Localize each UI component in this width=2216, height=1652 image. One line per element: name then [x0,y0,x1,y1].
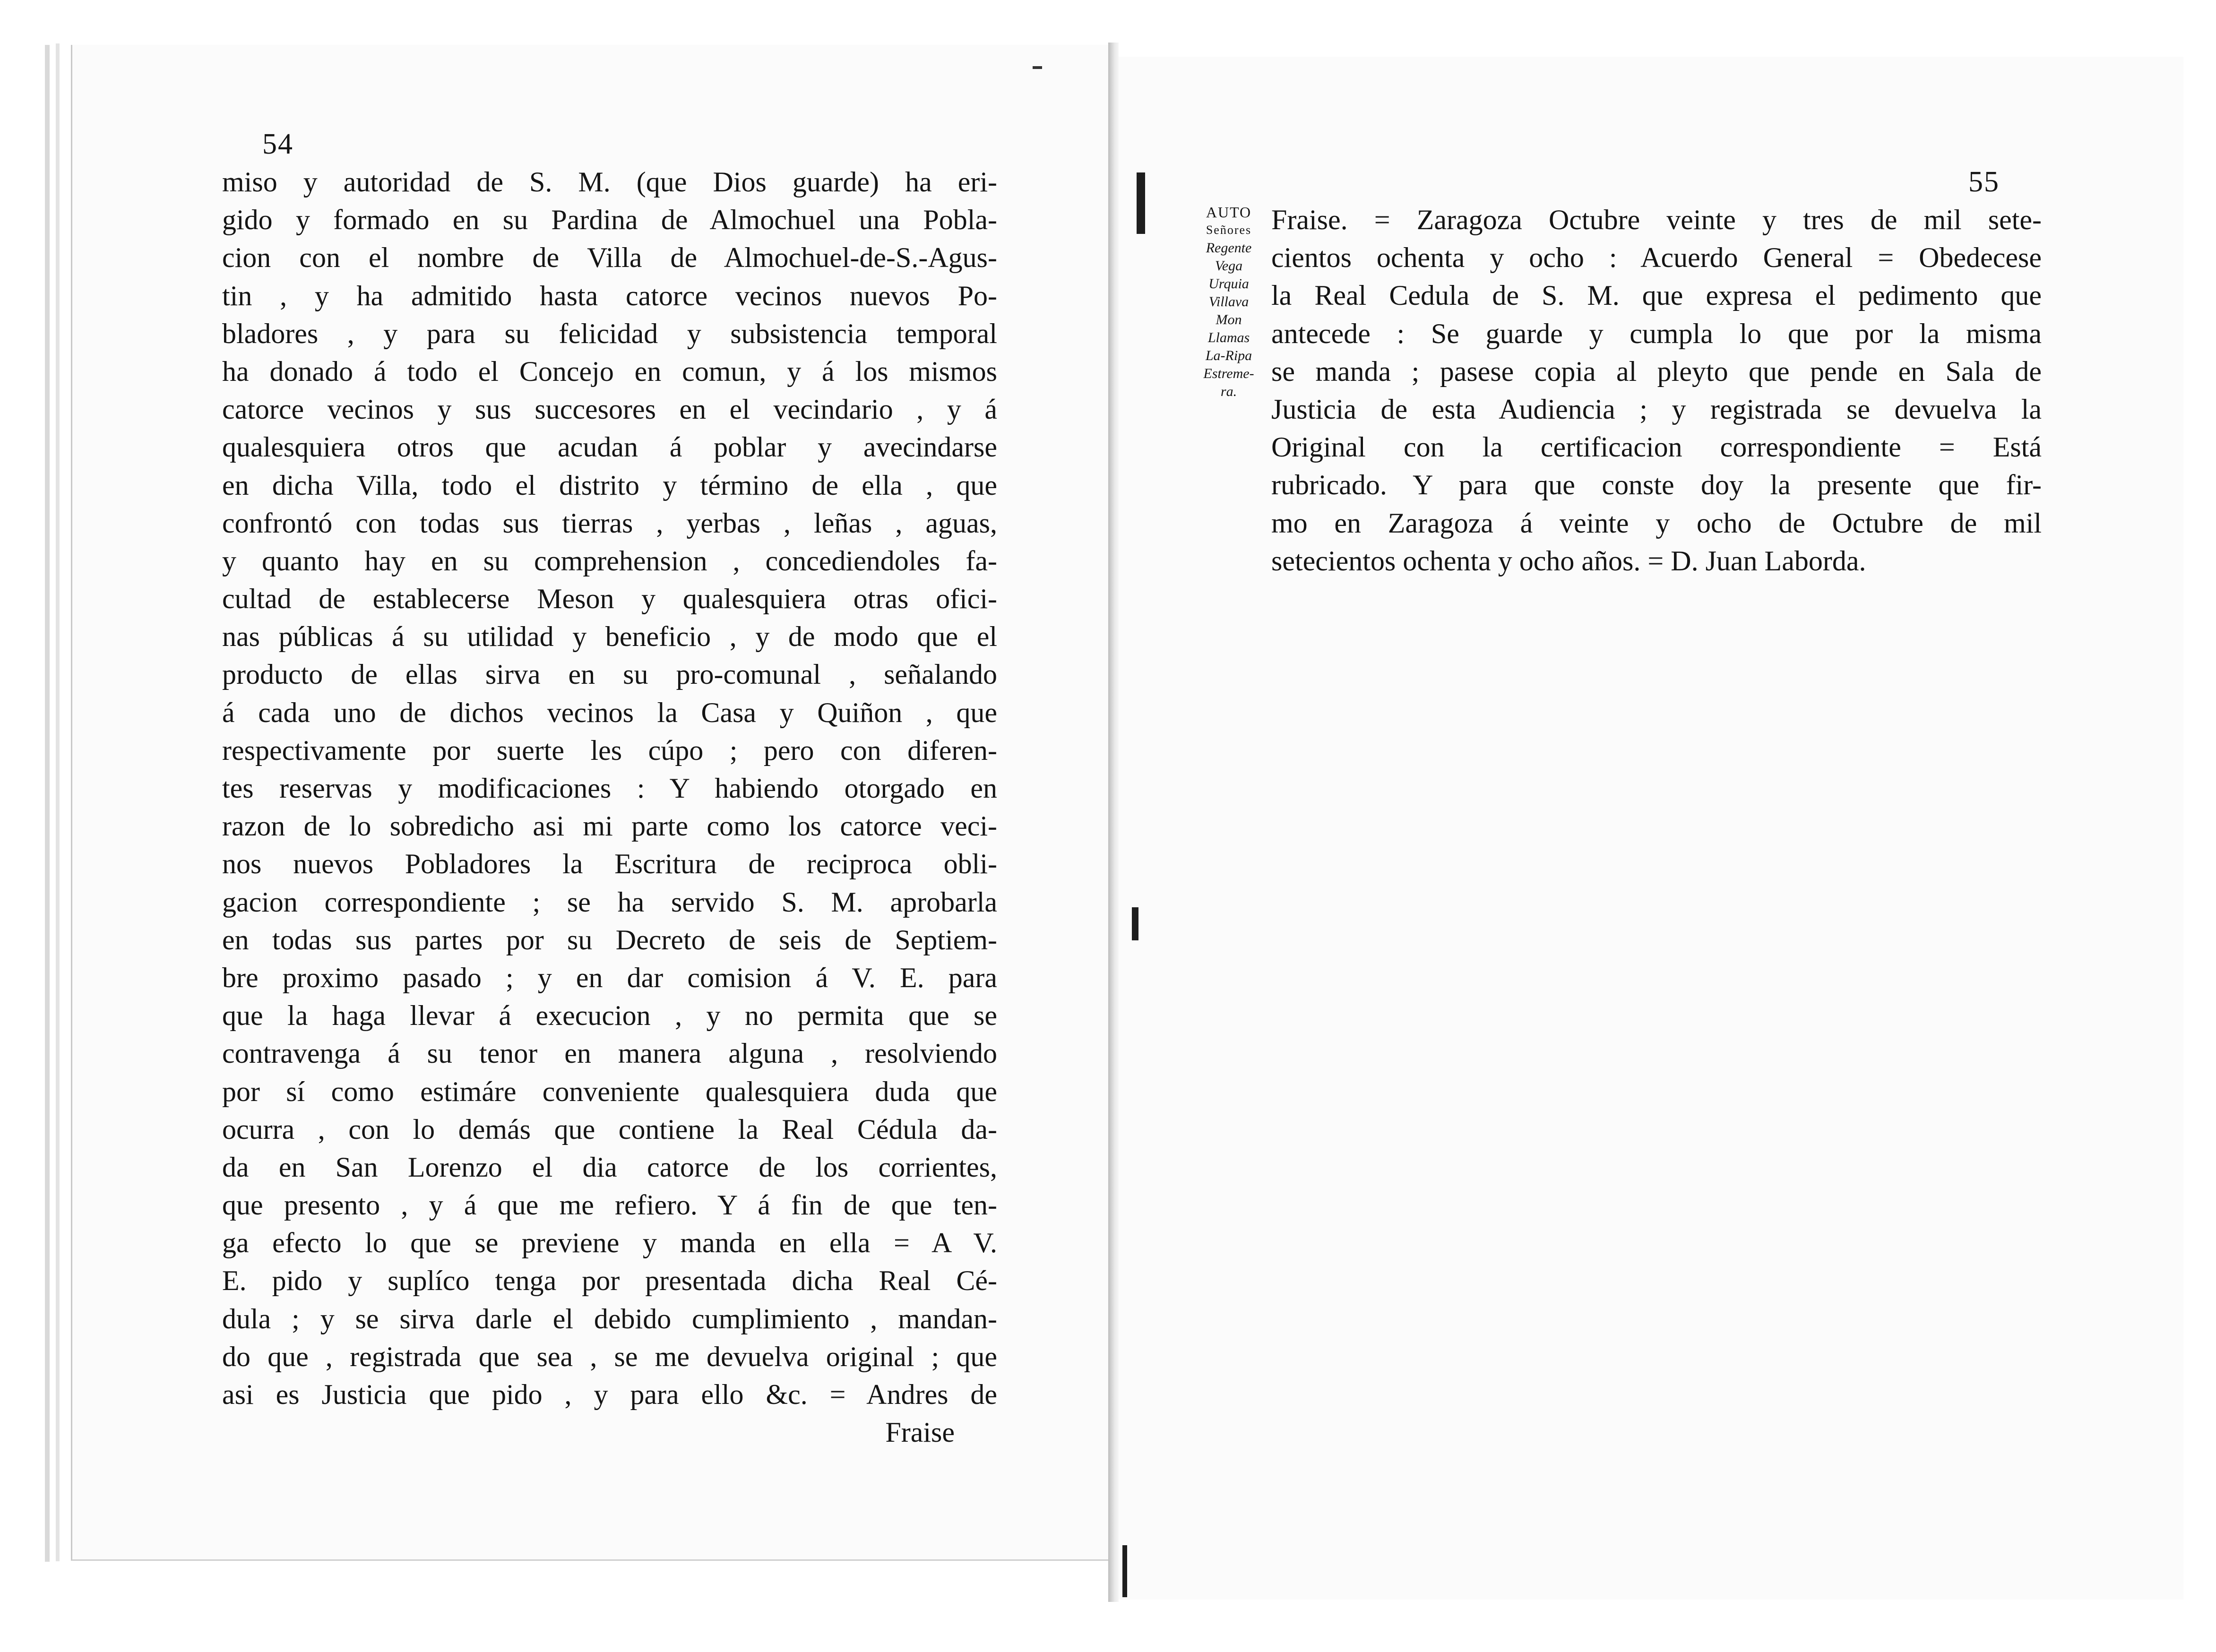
text-line: en dicha Villa, todo el distrito y término de ella , que [222,469,997,501]
text-line: E. pido y suplíco tenga por presentada dicha Real Cé- [222,1265,997,1297]
left-page-text [222,163,997,1451]
text-line: da en San Lorenzo el dia catorce de los corrientes, [222,1151,997,1183]
text-line: producto de ellas sirva en su pro-comunal , señalando [222,659,997,690]
margin-note-line: ra. [1220,384,1237,399]
text-line: cultad de establecerse Meson y qualesquiera otras ofici- [222,583,997,615]
text-line: antecede : Se guarde y cumpla lo que por la misma [1271,318,2042,349]
text-line: miso y autoridad de S. M. (que Dios guarde) ha eri- [222,166,997,198]
binding-shadow [1137,172,1145,234]
page-number-right: 55 [1968,166,2000,198]
margin-note-line: AUTO [1206,204,1252,221]
page-stack-edge [56,43,60,1561]
text-line: contravenga á su tenor en manera alguna , resolviendo [222,1038,997,1069]
text-line: que la haga llevar á execucion , y no permita que se [222,1000,997,1032]
text-line: gido y formado en su Pardina de Almochuel una Pobla- [222,204,997,236]
text-line: asi es Justicia que pido , y para ello &c. = Andres de [222,1379,997,1410]
text-line: qualesquiera otros que acudan á poblar y avecindarse [222,431,997,463]
right-page-text [1271,201,2042,580]
margin-note-line: Mon [1216,312,1242,327]
text-line: Justicia de esta Audiencia ; y registrada se devuelva la [1271,393,2042,425]
text-line: rubricado. Y para que conste doy la presente que fir- [1271,469,2042,501]
text-line: setecientos ochenta y ocho años. = D. Juan Laborda. [1271,545,1866,576]
binding-shadow [1132,907,1138,940]
text-line: que presento , y á que me refiero. Y á fin de que ten- [222,1189,997,1221]
margin-note-line: La-Ripa [1205,348,1252,363]
text-line: nas públicas á su utilidad y beneficio , y de modo que el [222,621,997,653]
margin-note-line: Vega [1215,258,1243,274]
text-line: en todas sus partes por su Decreto de seis de Septiem- [222,924,997,955]
text-line: cientos ochenta y ocho : Acuerdo General = Obedecese [1271,242,2042,274]
margin-note-line: Regente [1206,240,1252,256]
margin-note-line: Llamas [1207,330,1250,345]
text-line: ocurra , con lo demás que contiene la Real Cédula da- [222,1113,997,1145]
text-line: ga efecto lo que se previene y manda en ella = A V. [222,1227,997,1259]
binding-shadow [1122,1545,1127,1597]
page-number-left: 54 [262,128,293,160]
margin-note-court-members [1193,203,1264,401]
text-line: confrontó con todas sus tierras , yerbas , leñas , aguas, [222,507,997,539]
text-line: Fraise [885,1417,955,1448]
margin-note-line: Urquia [1208,276,1249,292]
binding-shadow [1033,66,1042,69]
book-gutter [1108,43,1119,1602]
margin-note-line: Estreme- [1203,366,1254,381]
text-line: catorce vecinos y sus succesores en el vecindario , y á [222,394,997,425]
text-line: do que , registrada que sea , se me devuelva original ; que [222,1341,997,1372]
text-line: á cada uno de dichos vecinos la Casa y Quiñon , que [222,697,997,728]
text-line: Fraise. = Zaragoza Octubre veinte y tres de mil sete- [1271,204,2042,235]
text-line: mo en Zaragoza á veinte y ocho de Octubre de mil [1271,507,2042,539]
text-line: tes reservas y modificaciones : Y habiendo otorgado en [222,773,997,804]
page-stack-edge [45,45,50,1562]
text-line: tin , y ha admitido hasta catorce vecinos nuevos Po- [222,280,997,311]
text-line: se manda ; pasese copia al pleyto que pende en Sala de [1271,355,2042,387]
text-line: cion con el nombre de Villa de Almochuel-de-S.-Agus- [222,242,997,274]
margin-note-line: Señores [1206,223,1252,237]
text-line: respectivamente por suerte les cúpo ; pero con diferen- [222,734,997,766]
text-line: dula ; y se sirva darle el debido cumplimiento , mandan- [222,1303,997,1334]
text-line: la Real Cedula de S. M. que expresa el pedimento que [1271,280,2042,311]
text-line: bre proximo pasado ; y en dar comision á V. E. para [222,962,997,993]
text-line: ha donado á todo el Concejo en comun, y á los mismos [222,355,997,387]
text-line: y quanto hay en su comprehension , concediendoles fa- [222,545,997,576]
text-line: gacion correspondiente ; se ha servido S. M. aprobarla [222,886,997,918]
text-line: razon de lo sobredicho asi mi parte como los catorce veci- [222,810,997,842]
text-line: nos nuevos Pobladores la Escritura de reciproca obli- [222,848,997,880]
margin-note-line: Villava [1208,294,1249,310]
text-line: bladores , y para su felicidad y subsistencia temporal [222,318,997,349]
text-line: por sí como estimáre conveniente qualesquiera duda que [222,1076,997,1107]
text-line: Original con la certificacion correspondiente = Está [1271,431,2042,463]
